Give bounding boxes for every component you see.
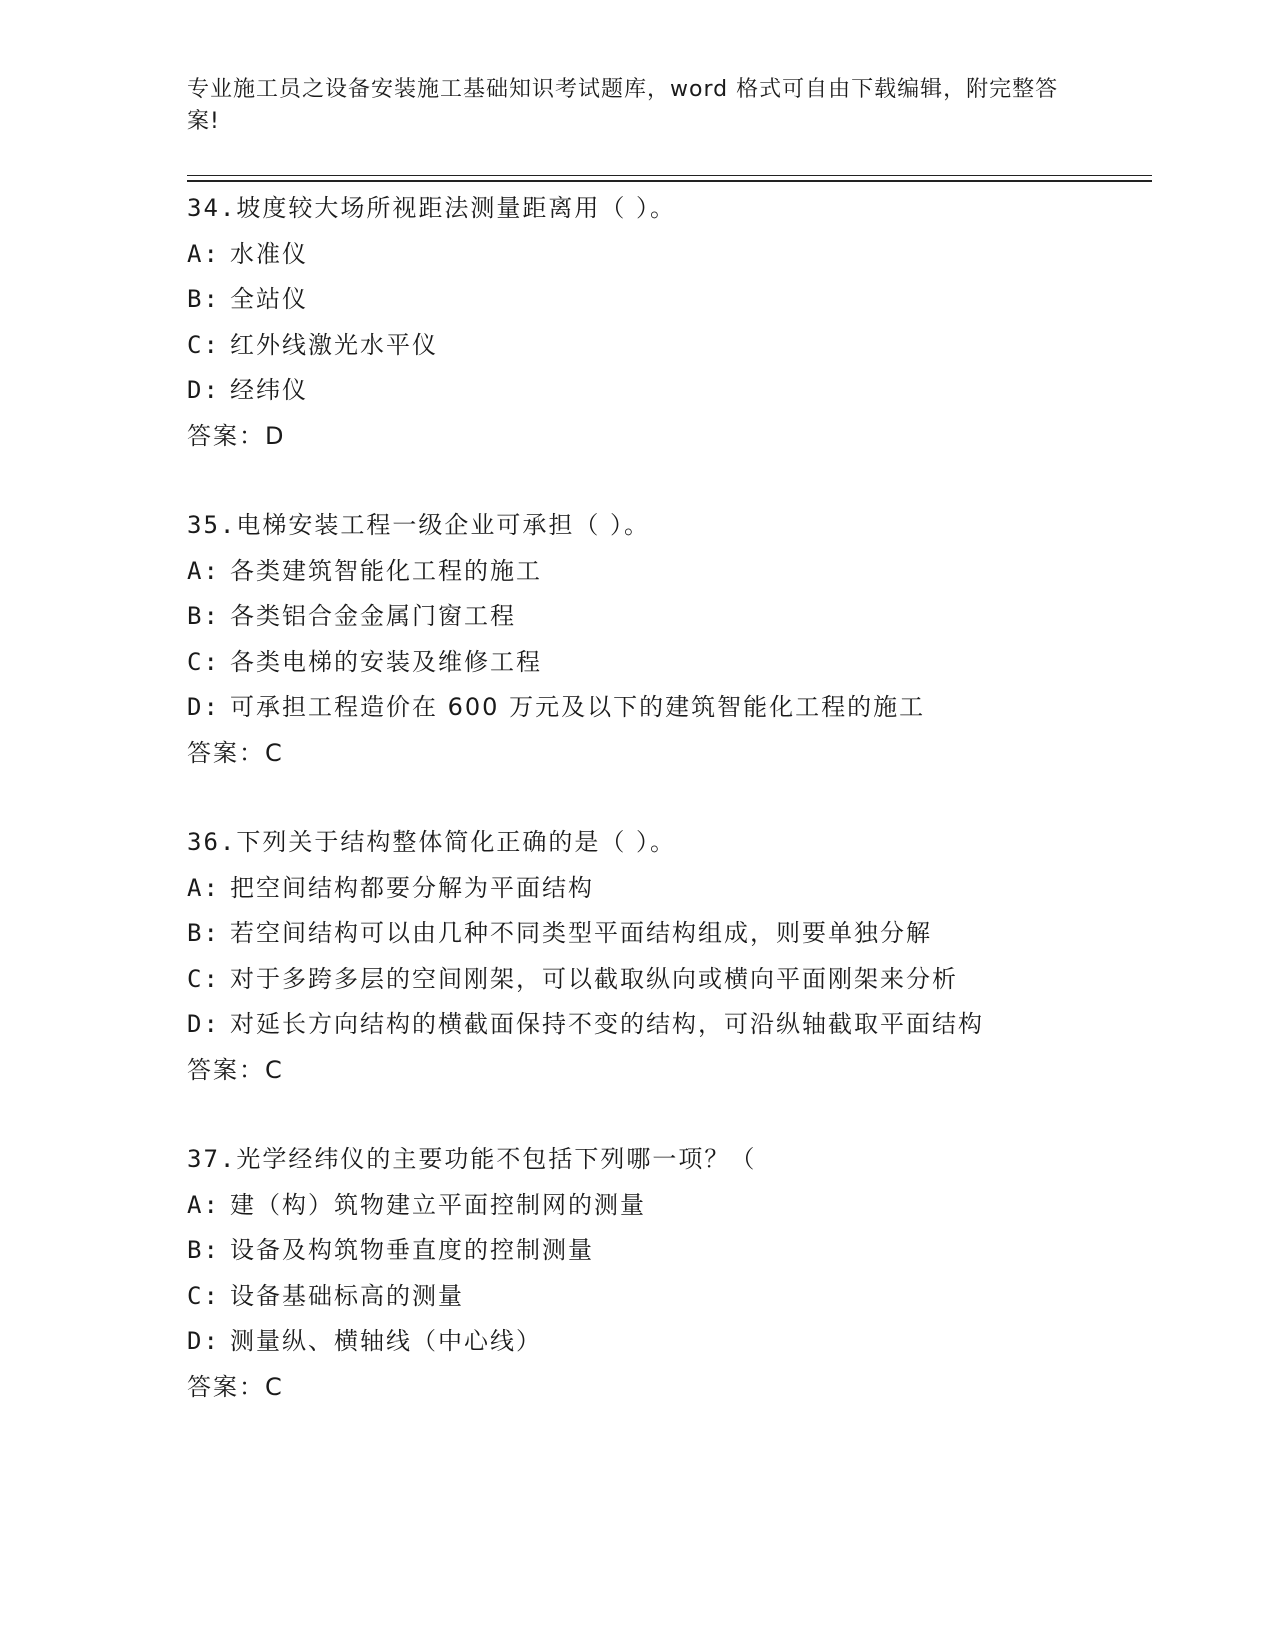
question-stem bbox=[187, 186, 1187, 232]
answer-line: 答案：D bbox=[187, 421, 286, 450]
option-letter: A: bbox=[187, 1190, 220, 1219]
question-text: 光学经纬仪的主要功能不包括下列哪一项？（ bbox=[236, 1145, 757, 1173]
option-letter: C: bbox=[187, 964, 220, 993]
option-a bbox=[187, 549, 1187, 595]
option-text: 对于多跨多层的空间刚架，可以截取纵向或横向平面刚架来分析 bbox=[230, 964, 958, 993]
option-letter: B: bbox=[187, 1236, 220, 1264]
question-number: 37. bbox=[187, 1145, 237, 1173]
option-text: 经纬仪 bbox=[230, 376, 308, 404]
question-37 bbox=[187, 1137, 1187, 1410]
option-letter: D: bbox=[187, 376, 220, 404]
question-text: 电梯安装工程一级企业可承担（ ）。 bbox=[236, 511, 650, 539]
option-a bbox=[187, 1183, 1187, 1229]
option-letter: B: bbox=[187, 602, 220, 630]
option-letter: B: bbox=[187, 919, 220, 947]
option-letter: D: bbox=[187, 1010, 220, 1038]
option-text: 若空间结构可以由几种不同类型平面结构组成，则要单独分解 bbox=[230, 919, 932, 947]
option-text: 设备及构筑物垂直度的控制测量 bbox=[230, 1236, 594, 1264]
option-letter: D: bbox=[187, 693, 220, 721]
option-b bbox=[187, 911, 1187, 957]
option-letter: A: bbox=[187, 239, 220, 268]
question-35 bbox=[187, 503, 1187, 776]
question-number: 35. bbox=[187, 511, 237, 539]
option-letter: D: bbox=[187, 1327, 220, 1355]
question-34 bbox=[187, 186, 1187, 459]
question-stem bbox=[187, 1137, 1187, 1183]
answer-line: 答案：C bbox=[187, 1055, 284, 1084]
option-text: 各类电梯的安装及维修工程 bbox=[230, 647, 542, 676]
option-d bbox=[187, 1002, 1187, 1048]
question-stem bbox=[187, 503, 1187, 549]
option-letter: B: bbox=[187, 285, 220, 313]
answer-line: 答案：C bbox=[187, 1372, 284, 1401]
option-text: 各类建筑智能化工程的施工 bbox=[230, 556, 542, 585]
question-text: 下列关于结构整体简化正确的是（ ）。 bbox=[236, 828, 676, 856]
question-stem bbox=[187, 820, 1187, 866]
document-header: 专业施工员之设备安装施工基础知识考试题库，word 格式可自由下载编辑，附完整答案! bbox=[187, 77, 1059, 134]
question-number: 36. bbox=[187, 828, 237, 856]
option-c bbox=[187, 1274, 1187, 1320]
option-d bbox=[187, 685, 1187, 731]
option-b bbox=[187, 277, 1187, 323]
option-letter: C: bbox=[187, 647, 220, 676]
question-number: 34. bbox=[187, 194, 237, 222]
option-c bbox=[187, 957, 1187, 1003]
option-letter: A: bbox=[187, 873, 220, 902]
option-a bbox=[187, 232, 1187, 278]
option-letter: C: bbox=[187, 1281, 220, 1310]
option-text: 可承担工程造价在 600 万元及以下的建筑智能化工程的施工 bbox=[230, 693, 926, 721]
question-36 bbox=[187, 820, 1187, 1093]
answer-line: 答案：C bbox=[187, 738, 284, 767]
question-text: 坡度较大场所视距法测量距离用（ ）。 bbox=[236, 194, 676, 222]
option-text: 建（构）筑物建立平面控制网的测量 bbox=[230, 1190, 646, 1219]
option-text: 水准仪 bbox=[230, 239, 308, 268]
option-text: 红外线激光水平仪 bbox=[230, 330, 438, 359]
option-b bbox=[187, 594, 1187, 640]
option-d bbox=[187, 1319, 1187, 1365]
option-text: 设备基础标高的测量 bbox=[230, 1281, 464, 1310]
option-b bbox=[187, 1228, 1187, 1274]
header-divider-thick bbox=[187, 180, 1152, 182]
option-text: 对延长方向结构的横截面保持不变的结构，可沿纵轴截取平面结构 bbox=[230, 1010, 984, 1038]
option-letter: A: bbox=[187, 556, 220, 585]
option-d bbox=[187, 368, 1187, 414]
option-text: 全站仪 bbox=[230, 285, 308, 313]
option-a bbox=[187, 866, 1187, 912]
option-text: 测量纵、横轴线（中心线） bbox=[230, 1327, 542, 1355]
option-text: 把空间结构都要分解为平面结构 bbox=[230, 873, 594, 902]
header-divider-thin bbox=[187, 175, 1152, 176]
option-c bbox=[187, 640, 1187, 686]
option-text: 各类铝合金金属门窗工程 bbox=[230, 602, 516, 630]
option-letter: C: bbox=[187, 330, 220, 359]
option-c bbox=[187, 323, 1187, 369]
